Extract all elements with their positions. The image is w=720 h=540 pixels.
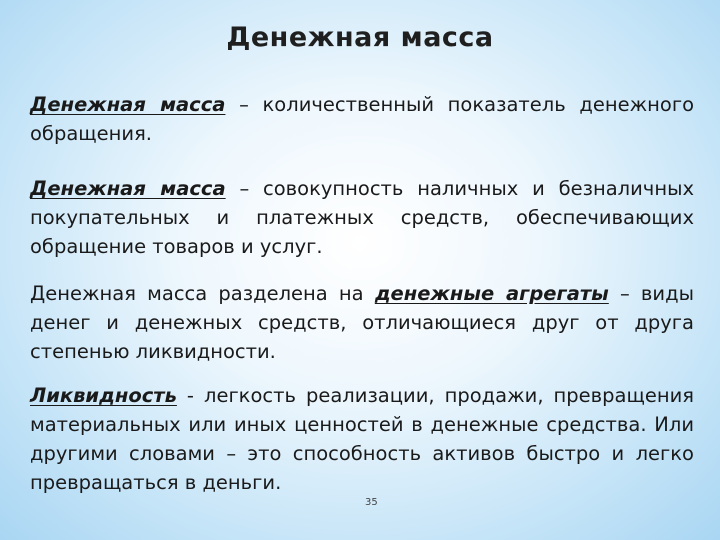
definition-text-2: – совокупность наличных и безналичных покупательных и платежных средств, обеспечивающих обращение товаров и услуг.	[30, 177, 694, 258]
liquidity-text: - легкость реализации, продажи, превращения материальных или иных ценностей в денежные средства. Или другими словами – это способность активов быстро и легко превращаться в деньги.	[30, 384, 694, 494]
term-money-supply: Денежная масса	[30, 93, 226, 116]
slide-title: Денежная масса	[226, 22, 494, 53]
aggregates-text-before: Денежная масса разделена на	[30, 282, 375, 305]
term-liquidity: Ликвидность	[30, 384, 177, 407]
term-money-supply-2: Денежная масса	[30, 177, 226, 200]
aggregates-paragraph	[30, 279, 694, 366]
term-monetary-aggregates: денежные агрегаты	[374, 282, 609, 305]
aggregates-text-after: – виды денег и денежных средств, отличающиеся друг от друга степенью ликвидности.	[30, 282, 694, 363]
definition-paragraph-1	[30, 90, 694, 148]
definition-text-1: – количественный показатель денежного обращения.	[30, 93, 694, 145]
definition-paragraph-2	[30, 174, 694, 261]
liquidity-paragraph	[30, 381, 694, 497]
page-number: 35	[365, 497, 378, 508]
